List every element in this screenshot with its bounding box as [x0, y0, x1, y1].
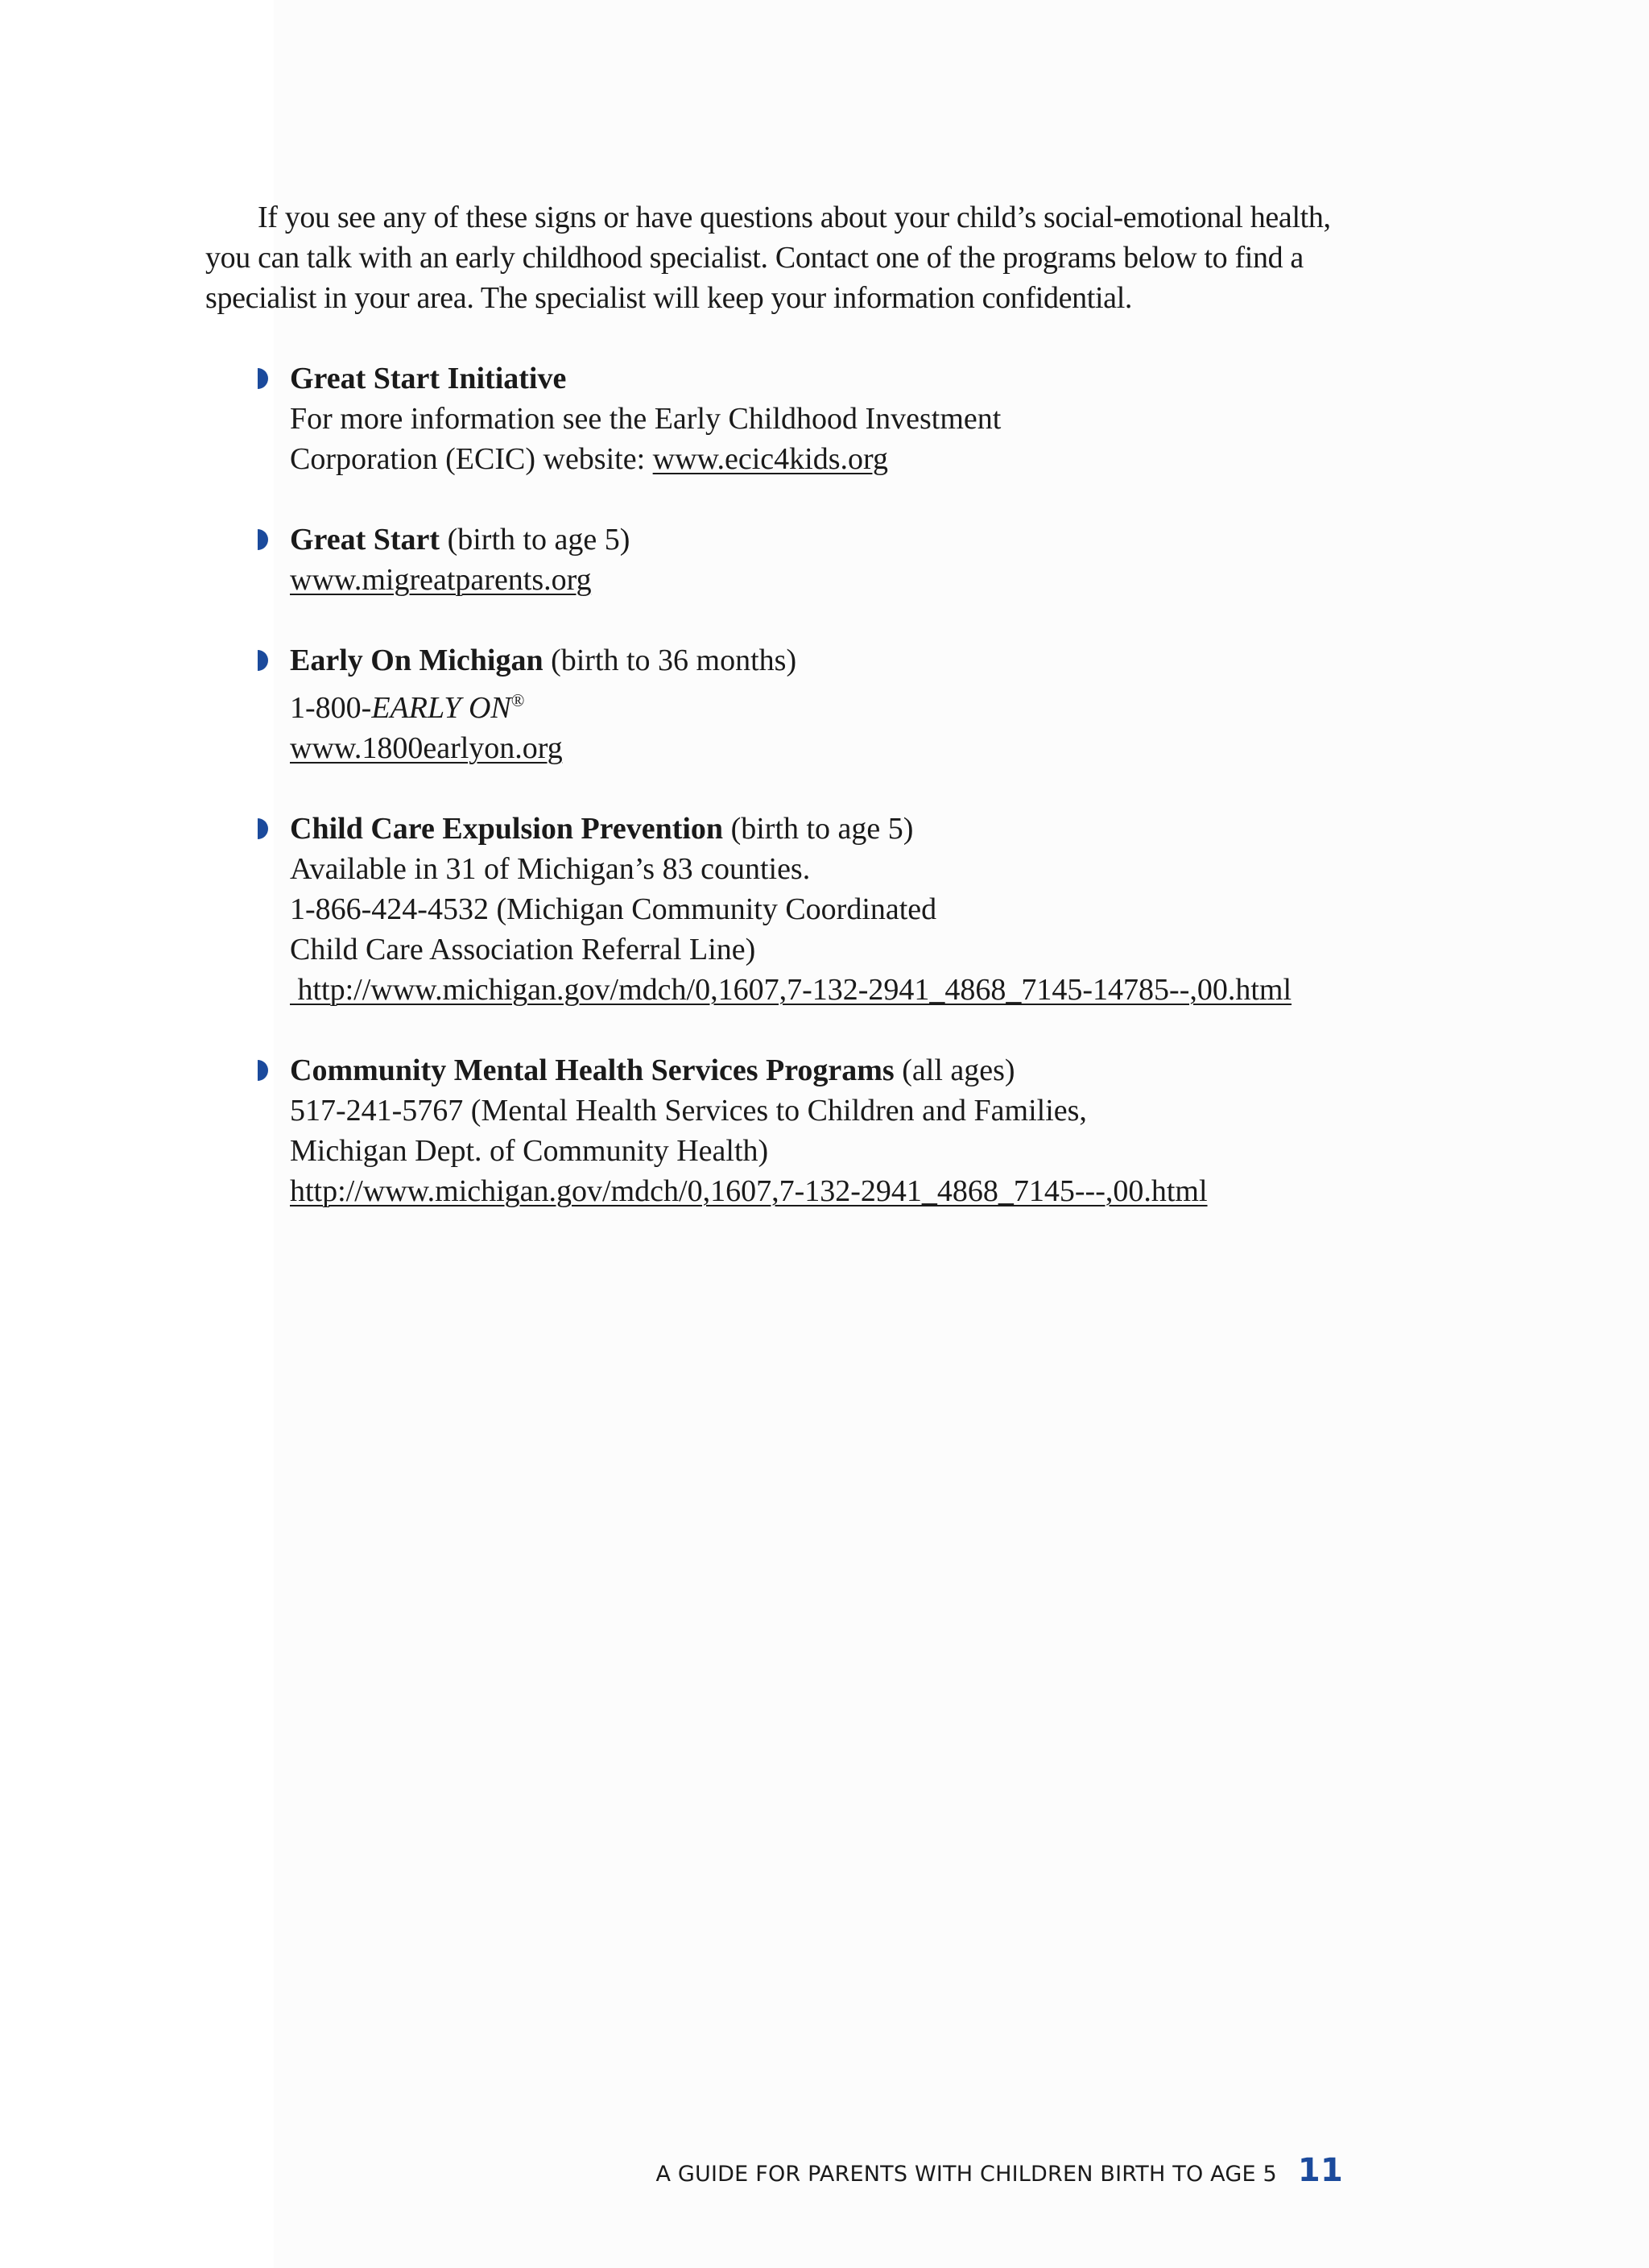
phone-italic-text: EARLY ON [371, 691, 511, 725]
program-detail: For more information see the Early Childhood Investment [290, 402, 1002, 436]
program-detail: Child Care Association Referral Line) [290, 933, 756, 966]
program-child-care-expulsion-prevention [258, 809, 1465, 1010]
program-heading [290, 1050, 1465, 1091]
earlyon-link[interactable]: www.1800earlyon.org [290, 731, 563, 765]
bullet-icon [258, 368, 269, 389]
page-footer [655, 2152, 1343, 2189]
intro-paragraph: If you see any of these signs or have questions about your child’s social-emotional health, you can talk with an early childhood specialist. Contact one of the programs below to find a specialist in your area. The specialist will keep your information confidential. [205, 201, 1331, 315]
program-age-range: (all ages) [894, 1053, 1015, 1087]
program-heading [290, 809, 1465, 849]
program-detail: Michigan Dept. of Community Health) [290, 1134, 769, 1168]
migreatparents-link[interactable]: www.migreatparents.org [290, 563, 592, 597]
program-age-range: (birth to age 5) [723, 812, 914, 846]
program-age-range: (birth to age 5) [440, 523, 630, 557]
ccep-link[interactable]: http://www.michigan.gov/mdch/0,1607,7-132-2941_4868_7145-14785--,00.html [290, 973, 1292, 1007]
cmh-link[interactable]: http://www.michigan.gov/mdch/0,1607,7-132-2941_4868_7145---,00.html [290, 1174, 1208, 1208]
program-name: Community Mental Health Services Programs [290, 1053, 895, 1087]
bullet-icon [258, 1060, 269, 1081]
bullet-icon [258, 650, 269, 671]
bullet-icon [258, 818, 269, 839]
program-early-on-michigan [258, 640, 1465, 768]
program-detail: Available in 31 of Michigan’s 83 counties. [290, 852, 811, 886]
program-phone [290, 681, 1465, 728]
program-name: Child Care Expulsion Prevention [290, 812, 724, 846]
bullet-icon [258, 529, 269, 550]
program-heading [290, 358, 1465, 399]
page-number: 11 [1297, 2152, 1343, 2189]
program-community-mental-health [258, 1050, 1465, 1211]
program-detail: 517-241-5767 (Mental Health Services to Children and Families, [290, 1094, 1087, 1128]
program-detail-text: Corporation (ECIC) website: [290, 442, 653, 476]
program-great-start [258, 519, 1465, 600]
program-heading [290, 640, 1465, 681]
registered-mark: ® [510, 690, 525, 710]
ecic-website-link[interactable]: www.ecic4kids.org [652, 442, 888, 476]
program-name: Great Start [290, 523, 440, 557]
program-name: Great Start Initiative [290, 362, 567, 395]
program-detail [290, 439, 1465, 479]
program-list [258, 358, 1465, 1252]
phone-prefix: 1-800- [290, 691, 372, 725]
program-great-start-initiative [258, 358, 1465, 479]
program-detail: 1-866-424-4532 (Michigan Community Coordinated [290, 892, 937, 926]
program-heading [290, 519, 1465, 560]
program-age-range: (birth to 36 months) [543, 644, 797, 677]
program-name: Early On Michigan [290, 644, 543, 677]
guide-title: A GUIDE FOR PARENTS WITH CHILDREN BIRTH TO AGE 5 [655, 2162, 1277, 2187]
